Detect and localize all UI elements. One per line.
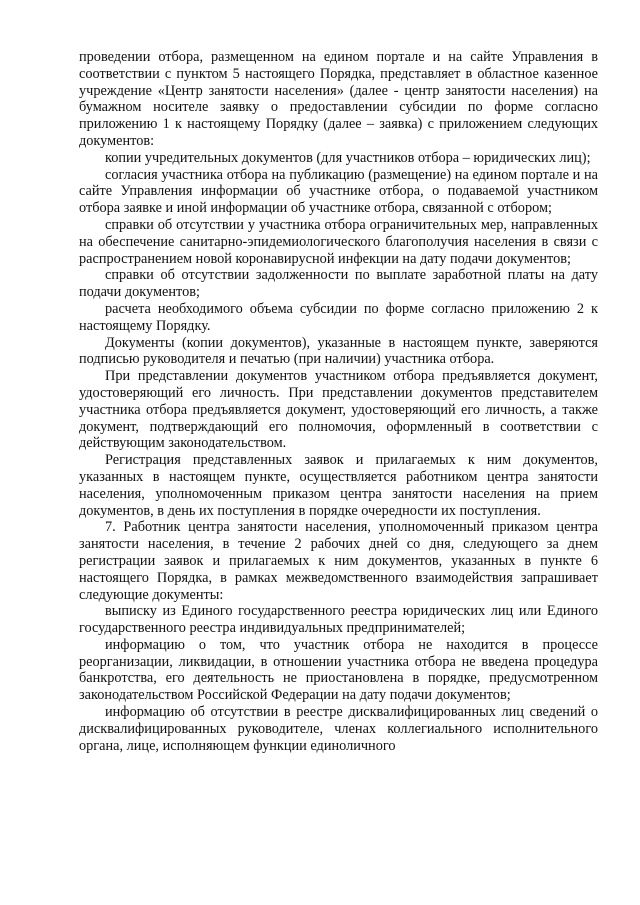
paragraph-13: информацию об отсутствии в реестре дисквалифицированных лиц сведений о дисквалифицированных руководителе, членах коллегиального исполнительного органа, лице, исполняющем функции единоличного — [79, 704, 598, 754]
paragraph-4: справки об отсутствии у участника отбора ограничительных мер, направленных на обеспечение санитарно-эпидемиологического благополучия населения в связи с распространением новой коронавирусной инфекции на дату подачи документов; — [79, 216, 598, 267]
paragraph-2: копии учредительных документов (для участников отбора – юридических лиц); — [105, 149, 591, 166]
paragraph-5: справки об отсутствии задолженности по выплате заработной платы на дату подачи документов; — [79, 267, 598, 301]
document-page — [79, 49, 598, 754]
paragraph-6: расчета необходимого объема субсидии по форме согласно приложению 2 к настоящему Порядку. — [79, 300, 598, 334]
paragraph-12: информацию о том, что участник отбора не находится в процессе реорганизации, ликвидации, в отношении участника отбора не введена процедура банкротства, его деятельность не приостановлена в порядке, предусмотренном законодательством Российской Федерации на дату подачи документов; — [79, 636, 598, 704]
paragraph-8: При представлении документов участником отбора предъявляется документ, удостоверяющий его личность. При представлении документов представителем участника отбора предъявляется документ, удостоверяющий его личность, а также документ, подтверждающий его полномочия, оформленный в соответствии с действующим законодательством. — [79, 368, 598, 452]
paragraph-7: Документы (копии документов), указанные в настоящем пункте, заверяются подписью руководителя и печатью (при наличии) участника отбора. — [79, 334, 598, 368]
paragraph-11: выписку из Единого государственного реестра юридических лиц или Единого государственного реестра индивидуальных предпринимателей; — [79, 603, 598, 637]
paragraph-1: проведении отбора, размещенном на едином портале и на сайте Управления в соответствии с пунктом 5 настоящего Порядка, представляет в областное казенное учреждение «Центр занятости населения» (далее - центр занятости населения) на бумажном носителе заявку о предоставлении субсидии по форме согласно приложению 1 к настоящему Порядку (далее – заявка) с приложением следующих документов: — [79, 49, 598, 149]
paragraph-3: согласия участника отбора на публикацию (размещение) на едином портале и на сайте Управления информации об участнике отбора, о подаваемой участником отбора заявке и иной информации об участнике отбора, связанной с отбором; — [79, 166, 598, 217]
paragraph-10: 7. Работник центра занятости населения, уполномоченный приказом центра занятости населения, в течение 2 рабочих дней со дня, следующего за днем регистрации заявок и прилагаемых к ним документов, указанных в пункте 6 настоящего Порядка, в рамках межведомственного взаимодействия запрашивает следующие документы: — [79, 519, 598, 603]
paragraph-9: Регистрация представленных заявок и прилагаемых к ним документов, указанных в настоящем пункте, осуществляется работником центра занятости населения, уполномоченным приказом центра занятости населения на прием документов, в день их поступления в порядке очередности их поступления. — [79, 452, 598, 519]
